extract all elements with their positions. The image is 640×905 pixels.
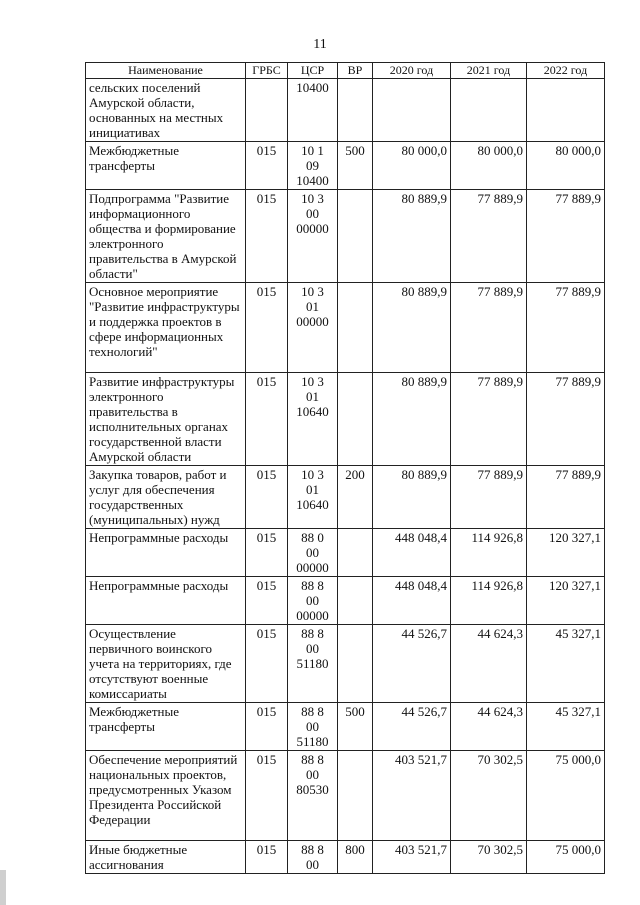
cell-2020: 44 526,7 [373,625,451,703]
cell-grbs: 015 [246,142,288,190]
table-row [86,142,605,190]
csr-part: 00 [306,545,319,560]
csr-part: 88 8 [301,752,324,767]
csr-part: 88 8 [301,704,324,719]
cell-2021: 70 302,5 [451,841,527,874]
csr-part: 10400 [296,80,329,95]
cell-2021: 70 302,5 [451,751,527,841]
cell-2020: 448 048,4 [373,577,451,625]
cell-vr: 500 [338,142,373,190]
cell-name: Межбюджетные трансферты [86,142,246,190]
cell-vr: 800 [338,841,373,874]
cell-vr [338,190,373,283]
cell-grbs: 015 [246,190,288,283]
cell-2021: 77 889,9 [451,190,527,283]
csr-part: 00000 [296,608,329,623]
cell-2021: 44 624,3 [451,625,527,703]
header-2022: 2022 год [527,63,605,79]
cell-name: Осуществление первичного воинского учета на территориях, где отсутствуют военные комиссариаты [86,625,246,703]
header-2021: 2021 год [451,63,527,79]
csr-part: 00000 [296,221,329,236]
header-2020: 2020 год [373,63,451,79]
cell-2022: 120 327,1 [527,529,605,577]
cell-vr: 200 [338,466,373,529]
csr-part: 00 [306,206,319,221]
cell-csr [288,841,338,874]
cell-csr [288,625,338,703]
cell-2021: 114 926,8 [451,577,527,625]
csr-part: 09 [306,158,319,173]
table-row [86,751,605,841]
cell-grbs [246,79,288,142]
table-row [86,466,605,529]
cell-grbs: 015 [246,625,288,703]
cell-2022: 77 889,9 [527,190,605,283]
cell-2022: 45 327,1 [527,703,605,751]
csr-part: 10 3 [301,374,324,389]
cell-grbs: 015 [246,751,288,841]
csr-part: 00 [306,857,319,872]
cell-2022: 120 327,1 [527,577,605,625]
cell-2022: 80 000,0 [527,142,605,190]
csr-part: 88 0 [301,530,324,545]
cell-vr [338,577,373,625]
cell-2021: 77 889,9 [451,466,527,529]
csr-part: 88 8 [301,578,324,593]
cell-csr [288,79,338,142]
cell-vr [338,625,373,703]
table-row [86,625,605,703]
cell-csr [288,466,338,529]
table-row [86,577,605,625]
table-row [86,79,605,142]
csr-part: 10 1 [301,143,324,158]
cell-2020: 80 000,0 [373,142,451,190]
cell-2020: 80 889,9 [373,466,451,529]
cell-csr [288,190,338,283]
cell-2021: 77 889,9 [451,373,527,466]
cell-2022: 77 889,9 [527,373,605,466]
table-row [86,529,605,577]
cell-csr [288,577,338,625]
cell-2022: 75 000,0 [527,751,605,841]
cell-name: Обеспечение мероприятий национальных проектов, предусмотренных Указом Президента Российской Федерации [86,751,246,841]
cell-csr [288,703,338,751]
csr-part: 10 3 [301,191,324,206]
header-row [86,63,605,79]
csr-part: 10640 [296,497,329,512]
csr-part: 00000 [296,560,329,575]
cell-2020: 80 889,9 [373,190,451,283]
cell-name: Непрограммные расходы [86,577,246,625]
csr-part: 01 [306,389,319,404]
cell-name: Иные бюджетные ассигнования [86,841,246,874]
cell-grbs: 015 [246,703,288,751]
cell-csr [288,751,338,841]
csr-part: 10640 [296,404,329,419]
cell-vr [338,529,373,577]
cell-vr [338,373,373,466]
cell-grbs: 015 [246,841,288,874]
table-row [86,373,605,466]
cell-name: Непрограммные расходы [86,529,246,577]
cell-2020 [373,79,451,142]
cell-vr [338,283,373,373]
header-vr: ВР [338,63,373,79]
header-name: Наименование [86,63,246,79]
csr-part: 10 3 [301,284,324,299]
cell-name: Развитие инфраструктуры электронного правительства в исполнительных органах государственной власти Амурской области [86,373,246,466]
cell-2021 [451,79,527,142]
table-row [86,841,605,874]
cell-csr [288,373,338,466]
cell-2021: 114 926,8 [451,529,527,577]
table-row [86,283,605,373]
cell-name: сельских поселений Амурской области, основанных на местных инициативах [86,79,246,142]
csr-part: 01 [306,299,319,314]
cell-grbs: 015 [246,577,288,625]
csr-part: 80530 [296,782,329,797]
csr-part: 51180 [296,734,329,749]
budget-table [85,62,605,874]
csr-part: 10400 [296,173,329,188]
cell-grbs: 015 [246,529,288,577]
cell-vr: 500 [338,703,373,751]
cell-2020: 44 526,7 [373,703,451,751]
page-number: 11 [313,37,327,52]
cell-grbs: 015 [246,466,288,529]
csr-part: 51180 [296,656,329,671]
cell-2020: 403 521,7 [373,841,451,874]
table-row [86,190,605,283]
cell-name: Основное мероприятие "Развитие инфраструктуры и поддержка проектов в сфере информационных технологий" [86,283,246,373]
scan-edge-mark [0,870,6,905]
cell-vr [338,751,373,841]
cell-name: Межбюджетные трансферты [86,703,246,751]
cell-csr [288,142,338,190]
cell-2020: 448 048,4 [373,529,451,577]
cell-grbs: 015 [246,373,288,466]
cell-csr [288,529,338,577]
csr-part: 00 [306,767,319,782]
cell-2020: 80 889,9 [373,283,451,373]
csr-part: 01 [306,482,319,497]
cell-2021: 77 889,9 [451,283,527,373]
csr-part: 00 [306,593,319,608]
cell-2021: 44 624,3 [451,703,527,751]
cell-2022 [527,79,605,142]
cell-2022: 77 889,9 [527,283,605,373]
cell-2022: 75 000,0 [527,841,605,874]
cell-2022: 77 889,9 [527,466,605,529]
cell-2020: 80 889,9 [373,373,451,466]
csr-part: 00 [306,641,319,656]
csr-part: 00000 [296,314,329,329]
cell-vr [338,79,373,142]
csr-part: 10 3 [301,467,324,482]
table-row [86,703,605,751]
csr-part: 88 8 [301,842,324,857]
csr-part: 88 8 [301,626,324,641]
cell-2022: 45 327,1 [527,625,605,703]
cell-grbs: 015 [246,283,288,373]
cell-name: Закупка товаров, работ и услуг для обеспечения государственных (муниципальных) нужд [86,466,246,529]
cell-name: Подпрограмма "Развитие информационного общества и формирование электронного правительства в Амурской области" [86,190,246,283]
header-grbs: ГРБС [246,63,288,79]
cell-csr [288,283,338,373]
header-csr: ЦСР [288,63,338,79]
csr-part: 00 [306,719,319,734]
cell-2021: 80 000,0 [451,142,527,190]
cell-2020: 403 521,7 [373,751,451,841]
